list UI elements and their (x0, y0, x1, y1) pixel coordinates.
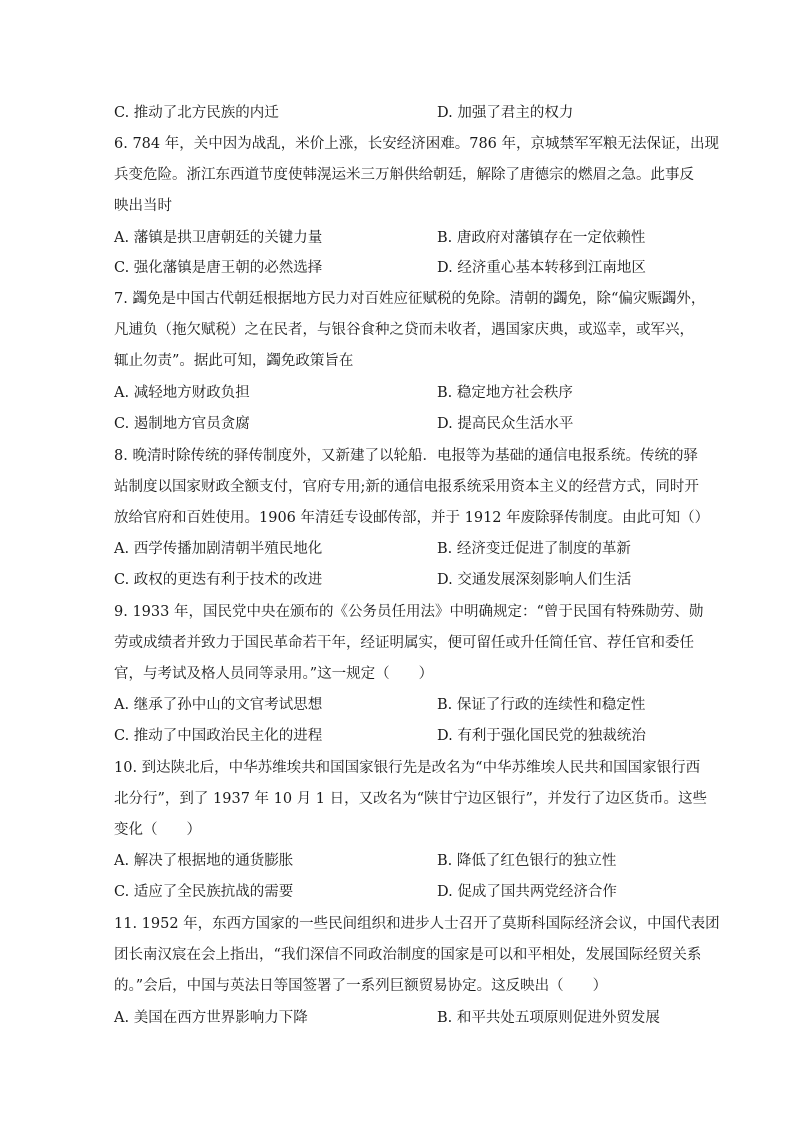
q8-option-c: C. 政权的更迭有利于技术的改进 (114, 572, 323, 588)
q8-option-a: A. 西学传播加剧清朝半殖民地化 (114, 541, 323, 557)
q10-option-d: D. 促成了国共两党经济合作 (437, 884, 617, 900)
q6-option-d: D. 经济重心基本转移到江南地区 (437, 260, 646, 276)
q8-stem-line-2: 站制度以国家财政全额支付，官府专用;新的通信电报系统采用资本主义的经营方式，同时开 (114, 479, 699, 495)
q11-stem-line-1: 11. 1952 年，东西方国家的一些民间组织和进步人士召开了莫斯科国际经济会议，中国代表团 (114, 916, 720, 932)
q10-option-b: B. 降低了红色银行的独立性 (437, 853, 617, 869)
q8-option-b: B. 经济变迁促进了制度的革新 (437, 541, 631, 557)
q6-option-a: A. 藩镇是拱卫唐朝廷的关键力量 (114, 230, 323, 246)
q8-stem-line-1: 8. 晚清时除传统的驿传制度外，又新建了以轮船．电报等为基础的通信电报系统。传统的驿 (114, 448, 698, 464)
q8-option-d: D. 交通发展深刻影响人们生活 (437, 572, 632, 588)
q10-stem-line-2: 北分行”，到了 1937 年 10 月 1 日，又改名为“陕甘宁边区银行”，并发行了边区货币。这些 (114, 791, 707, 807)
q9-stem-line-1: 9. 1933 年，国民党中央在颁布的《公务员任用法》中明确规定：“曾于民国有特殊勋劳、勋 (114, 604, 704, 620)
q7-option-c: C. 遏制地方官员贪腐 (114, 416, 250, 432)
q9-option-b: B. 保证了行政的连续性和稳定性 (437, 697, 646, 713)
q8-stem-line-3: 放给官府和百姓使用。1906 年清廷专设邮传部，并于 1912 年废除驿传制度。由此可知（） (114, 510, 710, 526)
q11-stem-line-2: 团长南汉宸在会上指出，“我们深信不同政治制度的国家是可以和平相处，发展国际经贸关系 (114, 947, 702, 963)
q9-stem-line-2: 劳或成绩者并致力于国民革命若干年，经证明属实，便可留任或升任简任官、荐任官和委任 (114, 635, 694, 651)
q11-option-b: B. 和平共处五项原则促进外贸发展 (437, 1010, 660, 1026)
q10-option-a: A. 解决了根据地的通货膨胀 (114, 853, 294, 869)
q9-option-c: C. 推动了中国政治民主化的进程 (114, 728, 323, 744)
q10-option-c: C. 适应了全民族抗战的需要 (114, 884, 294, 900)
q9-option-d: D. 有利于强化国民党的独裁统治 (437, 728, 646, 744)
q7-option-a: A. 减轻地方财政负担 (114, 385, 250, 401)
q7-option-d: D. 提高民众生活水平 (437, 416, 574, 432)
q10-stem-line-1: 10. 到达陕北后，中华苏维埃共和国国家银行先是改名为“中华苏维埃人民共和国国家银行西 (114, 760, 701, 776)
q6-stem-line-1: 6. 784 年，关中因为战乱，米价上涨，长安经济困难。786 年，京城禁军军粮无法保证，出现 (114, 136, 720, 152)
q11-stem-line-3: 的。”会后，中国与英法日等国签署了一系列巨额贸易协定。这反映出（ ） (114, 978, 608, 994)
q5-option-d: D. 加强了君主的权力 (437, 105, 574, 121)
q7-stem-line-3: 辄止勿责”。据此可知，蠲免政策旨在 (114, 353, 354, 369)
q11-option-a: A. 美国在西方世界影响力下降 (114, 1010, 308, 1026)
q7-stem-line-2: 凡逋负（拖欠赋税）之在民者，与银谷食种之贷而未收者，遇国家庆典，或巡幸，或军兴， (114, 322, 694, 338)
q6-stem-line-2: 兵变危险。浙江东西道节度使韩滉运米三万斛供给朝廷，解除了唐德宗的燃眉之急。此事反 (114, 167, 694, 183)
q9-stem-line-3: 官，与考试及格人员同等录用。”这一规定（ ） (114, 666, 434, 682)
q5-option-c: C. 推动了北方民族的内迁 (114, 105, 279, 121)
q6-stem-line-3: 映出当时 (114, 198, 172, 214)
q7-option-b: B. 稳定地方社会秩序 (437, 385, 573, 401)
q6-option-c: C. 强化藩镇是唐王朝的必然选择 (114, 260, 323, 276)
q9-option-a: A. 继承了孙中山的文官考试思想 (114, 697, 323, 713)
q10-stem-line-3: 变化（ ） (114, 822, 201, 838)
q7-stem-line-1: 7. 蠲免是中国古代朝廷根据地方民力对百姓应征赋税的免除。清朝的蠲免，除“偏灾赈蠲外， (114, 291, 706, 307)
q6-option-b: B. 唐政府对藩镇存在一定依赖性 (437, 230, 646, 246)
